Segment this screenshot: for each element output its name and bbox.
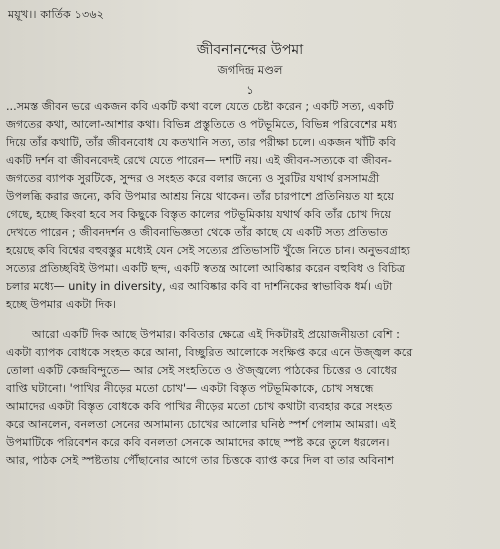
- text-line: উপলব্ধি করার জন্যে, কবি উপমার আশ্রয় নিয়ে থাকেন। তাঁর চারপাশে প্রতিনিয়ত যা হয়ে: [6, 190, 394, 203]
- text-line: দিয়ে তাঁর কথাটি, তাঁর জীবনবোধ যে কতখানি সত্য, তার পরীক্ষা চলে। একজন খাঁটি কবি: [6, 136, 396, 149]
- text-line: হচ্ছে উপমার একটা দিক।: [6, 298, 117, 311]
- text-line: জগতের কথা, আলো-আশার কথা। বিভিন্ন প্রস্তুতিতে ও পটভূমিতে, বিভিন্ন পরিবেশের মধ্য: [6, 118, 397, 131]
- text-line: বাপ্তি ঘটানো। 'পাখির নীড়ের মতো চোখ'— একটা বিস্তৃত পটভূমিকাকে, চোখ সম্বন্ধে: [6, 382, 374, 395]
- paragraph-1: [6, 98, 492, 314]
- running-head: ময়ূখ।। কার্তিক ১৩৬২: [8, 8, 105, 21]
- text-line: আরো একটি দিক আছে উপমার। কবিতার ক্ষেত্রে এই দিকটারই প্রয়োজনীয়তা বেশি :: [32, 328, 400, 341]
- text-line: জগতের ব্যাপক সুরটিকে, সুন্দর ও সংহত করে বলার জন্যে ও সুরটির যথার্থ রসসামগ্রী: [6, 172, 380, 185]
- text-line: চলার মধ্যে— unity in diversity, এর আবিষ্কার কবি বা দার্শনিকের স্বাভাবিক ধর্ম। এটা: [6, 280, 393, 293]
- text-line: একটা ব্যাপক বোধকে সংহত করে আনা, বিচ্ছুরিত আলোকে সংক্ষিপ্ত করে এনে উজ্জ্বল করে: [6, 346, 413, 359]
- text-line: গেছে, হচ্ছে কিংবা হবে সব কিছুকে বিস্তৃত কালের পটভূমিকায় যথার্থ কবি তাঁর চোখ দিয়ে: [6, 208, 392, 221]
- paragraph-2: [6, 326, 492, 470]
- author-name: জগদিন্দ্র মণ্ডল: [217, 63, 283, 77]
- text-line: আর, পাঠক সেই স্পষ্টতায় পৌঁছানোর আগে তার চিত্তকে ব্যাপ্ত করে দিল বা তার অবিনাশ: [6, 454, 395, 467]
- text-line: তোলা একটি কেন্দ্রবিন্দুতে— আর সেই সংহতিতে ও ঔজ্জ্বল্যে পাঠকের চিত্তের ও বোধের: [6, 364, 398, 377]
- text-line: দেখতে পারেন ; জীবনদর্শন ও জীবনাভিজ্ঞতা থেকে তাঁর কাছে যে একটি সত্য প্রতিভাত: [6, 226, 388, 239]
- text-line: উপমাটিকে পরিবেশন করে কবি বনলতা সেনকে আমাদের কাছে স্পষ্ট করে তুলে ধরলেন।: [6, 436, 390, 449]
- text-line: একটি দর্শন বা জীবনবেদই রেখে যেতে পারেন— দশটি নয়। এই জীবন-সত্যকে বা জীবন-: [6, 154, 392, 167]
- text-line: করে আনলেন, বনলতা সেনের অসামান্য চোখের আলোর ঘনিষ্ঠ স্পর্শ পেলাম আমরা। এই: [6, 418, 396, 431]
- text-line: ...সমস্ত জীবন ভরে একজন কবি একটি কথা বলে যেতে চেষ্টা করেন ; একটি সত্য, একটি: [6, 100, 394, 113]
- text-line: সত্যের প্রতিচ্ছবিই উপমা। একটি ছন্দ, একটি স্বতন্ত্র আলো আবিষ্কার করেন বহুবিধ ও বিচিত্র: [6, 262, 406, 275]
- text-line: আমাদের একটা বিস্তৃত বোধকে কবি পাখির নীড়ের মতো চোখ কথাটা ব্যবহার করে সংহত: [6, 400, 393, 413]
- paragraph-gap: [6, 314, 492, 326]
- section-number: ১: [246, 83, 254, 97]
- article-title: জীবনানন্দের উপমা: [196, 42, 304, 58]
- body-text: [6, 98, 492, 470]
- text-line: হয়েছে কবি বিশ্বের বহুবস্তুর মধ্যেই যেন সেই সত্যের প্রতিভাসটি খুঁজে নিতে চান। অনুভবগ্রাহ্য: [6, 244, 411, 257]
